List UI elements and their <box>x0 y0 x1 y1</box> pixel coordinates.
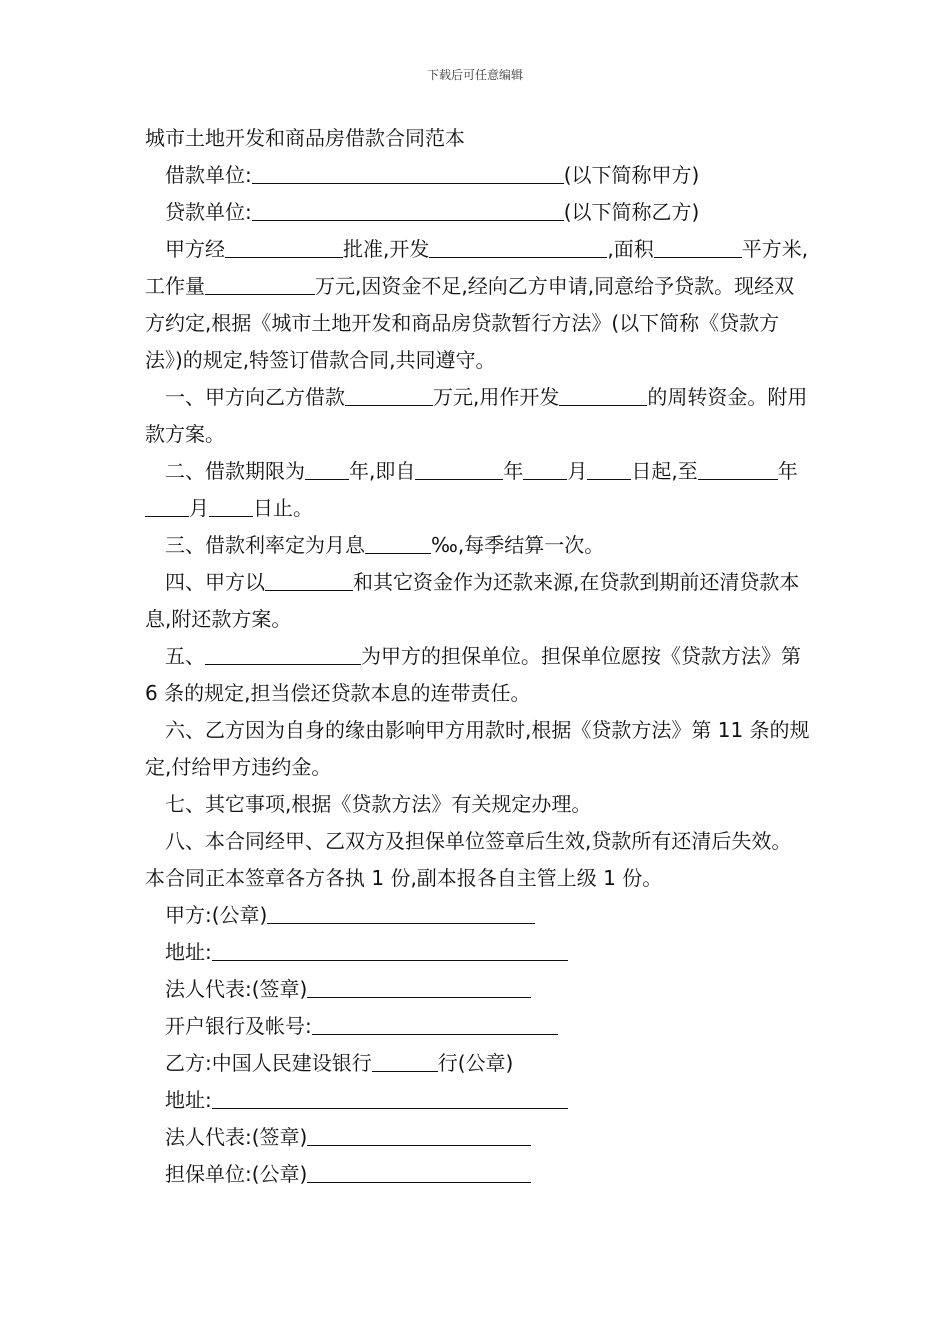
clause-text: 三、借款利率定为月息 <box>165 533 365 557</box>
intro-paragraph <box>145 231 810 379</box>
repayment-source-blank[interactable] <box>265 571 353 591</box>
clause-text: 日止。 <box>253 496 313 520</box>
party-b-address-line <box>145 1082 810 1119</box>
party-a-bank-blank[interactable] <box>312 1015 558 1035</box>
clause-1 <box>145 379 810 453</box>
borrower-label: 借款单位: <box>165 163 252 187</box>
clause-text: 月 <box>189 496 209 520</box>
intro-text: 万元,因资金不足,经向乙方申请,同意给予贷款。现经双方约定,根据《城市土地开发和商品房贷款暂行方法》(以下简称《贷款方法》)的规定,特签订借款合同,共同遵守。 <box>145 274 795 372</box>
lender-suffix: (以下简称乙方) <box>563 200 700 224</box>
clause-2 <box>145 453 810 527</box>
signature-label: 地址: <box>165 1088 212 1112</box>
clause-text: 月 <box>567 459 588 483</box>
clause-text: ‰,每季结算一次。 <box>431 533 605 557</box>
signature-label: 地址: <box>165 940 212 964</box>
interest-rate-blank[interactable] <box>365 534 431 554</box>
party-b-address-blank[interactable] <box>212 1089 568 1109</box>
term-years-blank[interactable] <box>305 460 349 480</box>
contract-body <box>145 120 810 1193</box>
end-day-blank[interactable] <box>209 497 253 517</box>
approval-blank[interactable] <box>225 238 343 258</box>
clause-3 <box>145 527 810 564</box>
party-b-rep-line <box>145 1119 810 1156</box>
signature-label: 法人代表:(签章) <box>165 977 308 1001</box>
clause-text: 二、借款期限为 <box>165 459 305 483</box>
lender-line <box>145 194 810 231</box>
borrower-blank[interactable] <box>252 164 564 184</box>
start-month-blank[interactable] <box>523 460 567 480</box>
clause-text: 为甲方的担保单位。担保单位愿按《贷款方法》第 6 条的规定,担当偿还贷款本息的连带责任。 <box>145 644 801 705</box>
page-header: 下载后可任意编辑 <box>426 68 523 82</box>
signature-label: 甲方:(公章) <box>165 903 268 927</box>
end-year-blank[interactable] <box>698 460 778 480</box>
clause-text: 五、 <box>165 644 205 668</box>
clause-text: 日起,至 <box>631 459 698 483</box>
area-blank[interactable] <box>654 238 742 258</box>
clause-6: 六、乙方因为自身的缘由影响甲方用款时,根据《贷款方法》第 11 条的规定,付给甲方违约金。 <box>145 718 810 779</box>
signature-label: 乙方:中国人民建设银行 <box>165 1051 372 1075</box>
guarantor-seal-line <box>145 1156 810 1193</box>
clause-5 <box>145 638 810 712</box>
party-b-seal-line <box>145 1045 810 1082</box>
clause-7: 七、其它事项,根据《贷款方法》有关规定办理。 <box>165 792 592 816</box>
start-day-blank[interactable] <box>587 460 631 480</box>
party-a-seal-line <box>145 897 810 934</box>
purpose-blank[interactable] <box>559 386 647 406</box>
intro-text: 平方米,工作量 <box>145 237 809 298</box>
borrower-suffix: (以下简称甲方) <box>563 163 700 187</box>
clause-4 <box>145 564 810 638</box>
clause-text: 年,即自 <box>349 459 416 483</box>
signature-label: 开户银行及帐号: <box>165 1014 312 1038</box>
clause-text: 和其它资金作为还款来源,在贷款到期前还清贷款本息,附还款方案。 <box>145 570 800 631</box>
clause-text: 四、甲方以 <box>165 570 265 594</box>
party-a-rep-line <box>145 971 810 1008</box>
lender-blank[interactable] <box>252 201 564 221</box>
signature-label: 行(公章) <box>437 1051 514 1075</box>
project-blank[interactable] <box>429 238 607 258</box>
clause-text: 万元,用作开发 <box>433 385 560 409</box>
party-a-address-line <box>145 934 810 971</box>
party-b-rep-blank[interactable] <box>307 1126 531 1146</box>
party-a-bank-line <box>145 1008 810 1045</box>
guarantor-blank[interactable] <box>205 645 361 665</box>
intro-text: ,面积 <box>607 237 654 261</box>
intro-text: 甲方经 <box>165 237 225 261</box>
party-a-rep-blank[interactable] <box>307 978 531 998</box>
lender-label: 贷款单位: <box>165 200 252 224</box>
signature-label: 法人代表:(签章) <box>165 1125 308 1149</box>
signature-label: 担保单位:(公章) <box>165 1162 308 1186</box>
workload-blank[interactable] <box>205 275 315 295</box>
borrower-line <box>145 157 810 194</box>
end-month-blank[interactable] <box>145 497 189 517</box>
loan-amount-blank[interactable] <box>345 386 433 406</box>
intro-text: 批准,开发 <box>343 237 430 261</box>
clause-text: 的周转资金。附用款方案。 <box>145 385 808 446</box>
clause-text: 年 <box>777 459 798 483</box>
clause-8: 八、本合同经甲、乙双方及担保单位签章后生效,贷款所有还清后失效。本合同正本签章各方各执 1 份,副本报各自主管上级 1 份。 <box>145 829 792 890</box>
guarantor-seal-blank[interactable] <box>307 1163 531 1183</box>
party-a-address-blank[interactable] <box>212 941 568 961</box>
party-a-seal-blank[interactable] <box>267 904 535 924</box>
document-title: 城市土地开发和商品房借款合同范本 <box>145 126 465 150</box>
party-b-branch-blank[interactable] <box>372 1052 438 1072</box>
clause-text: 一、甲方向乙方借款 <box>165 385 345 409</box>
start-year-blank[interactable] <box>415 460 503 480</box>
clause-text: 年 <box>503 459 524 483</box>
